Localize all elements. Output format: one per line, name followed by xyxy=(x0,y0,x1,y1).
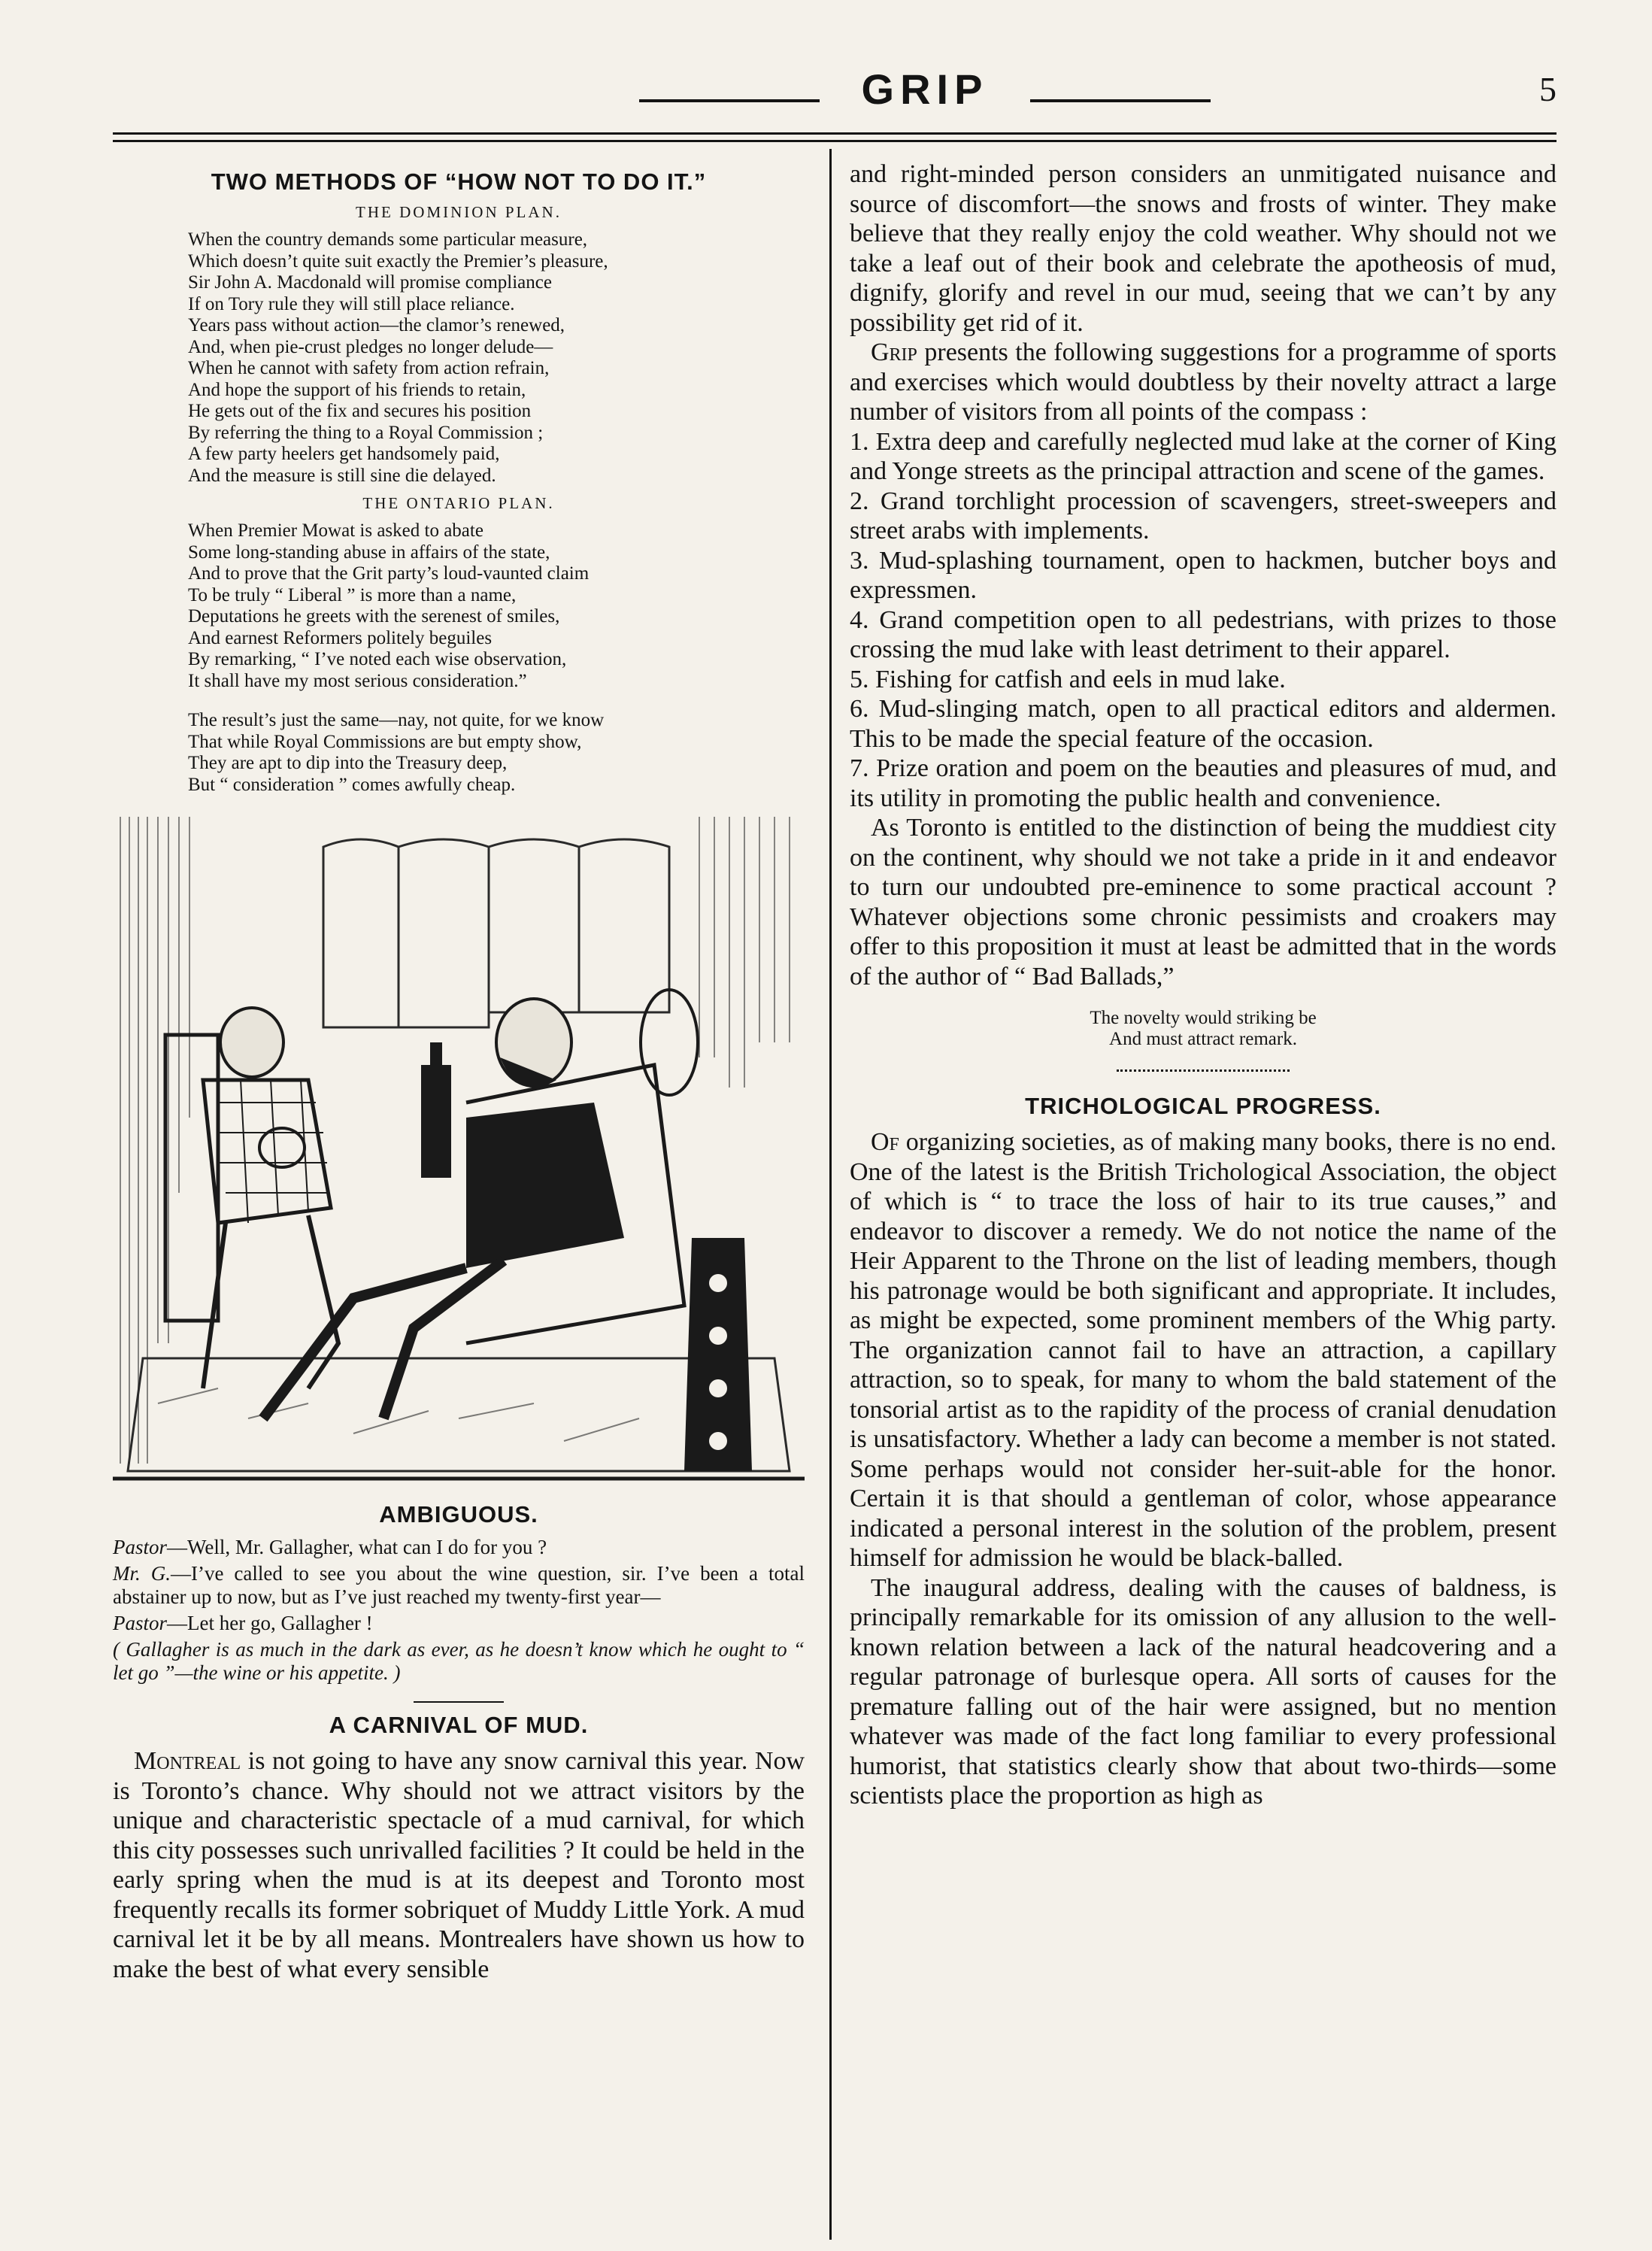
list-item: 3. Mud-splashing tournament, open to hackmen, butcher boys and expressmen. xyxy=(850,546,1557,604)
trichological-paragraph-2: The inaugural address, dealing with the causes of baldness, is principally remarkable for its omission of any allusion to the well-known relation between a lack of the natural headcovering and a regular patronage of burlesque opera. All sorts of causes for the premature falling out of the hair were assigned, but no mention whatever was made of the fact long familiar to every professional humorist, that statistics clearly show that about two-thirds—some scientists place the proportion as high as xyxy=(850,1573,1557,1810)
dialog-note-text: ( Gallagher is as much in the dark as ever, as he doesn’t know which he ought to “ let go ”—the wine or his appetite. ) xyxy=(113,1638,805,1684)
ontario-plan-heading: THE ONTARIO PLAN. xyxy=(362,494,555,512)
verse-line: To be truly “ Liberal ” is more than a name, xyxy=(188,584,517,605)
trichological-lead: Of xyxy=(871,1128,899,1156)
verse-line: Deputations he greets with the serenest of smiles, xyxy=(188,606,560,626)
verse-line: By remarking, “ I’ve noted each wise observation, xyxy=(188,649,567,669)
cartoon-illustration xyxy=(113,817,805,1486)
dialog-text: —I’ve called to see you about the wine question, sir. I’ve been a total abstainer up to now, but as I’ve just reached my twenty-first year— xyxy=(113,1562,805,1608)
verse-line: When he cannot with safety from action refrain, xyxy=(188,358,550,378)
section-separator xyxy=(1117,1069,1290,1072)
ontario-plan-verse xyxy=(188,520,805,692)
list-item: 5. Fishing for catfish and eels in mud lake. xyxy=(850,665,1286,693)
verse-line: And earnest Reformers politely beguiles xyxy=(188,627,493,648)
verse-line: They are apt to dip into the Treasury deep, xyxy=(188,753,508,773)
verse-line: That while Royal Commissions are but empty show, xyxy=(188,731,582,752)
left-column xyxy=(113,159,805,1984)
programme-list xyxy=(850,427,1557,814)
dialog-pastor-2 xyxy=(113,1612,805,1635)
carnival-title: A CARNIVAL OF MUD. xyxy=(329,1712,589,1738)
toronto-paragraph: As Toronto is entitled to the distinction of being the muddiest city on the continent, why should we not take a pride in it and endeavor to turn our undoubted pre-eminence to some practical account ? Whatever objections some chronic pessimists and croakers may offer to this proposition it must at least be admitted that in the words of the author of “ Bad Ballads,” xyxy=(850,814,1557,991)
grip-paragraph xyxy=(850,338,1557,427)
dialog-text: —Let her go, Gallagher ! xyxy=(167,1612,373,1634)
section-rule xyxy=(414,1701,504,1703)
carnival-text: is not going to have any snow carnival this year. Now is Toronto’s chance. Why should not we attract visitors by the unique and characteristic spectacle of a mud carnival, for which this city possesses such unrivalled facilities ? It could be held in the early spring when the mud is at its deepest and Toronto most frequently recalls its former sobriquet of Muddy Little York. A mud carnival let it be by all means. Montrealers have shown us how to make the best of what every sensible xyxy=(113,1747,805,1983)
trichological-title: TRICHOLOGICAL PROGRESS. xyxy=(1025,1093,1381,1119)
verse-line: Years pass without action—the clamor’s renewed, xyxy=(188,315,565,335)
closing-verse xyxy=(188,710,805,796)
list-item: 6. Mud-slinging match, open to all practical editors and aldermen. This to be made the special feature of the occasion. xyxy=(850,695,1557,753)
list-item: 4. Grand competition open to all pedestrians, with prizes to those crossing the mud lake with least detriment to their apparel. xyxy=(850,605,1557,663)
verse-line: If on Tory rule they will still place reliance. xyxy=(188,293,515,314)
right-column xyxy=(850,159,1557,1811)
list-item: 2. Grand torchlight procession of scavengers, street-sweepers and street arabs with implements. xyxy=(850,487,1557,545)
header-rule-top xyxy=(113,132,1557,135)
verse-line: By referring the thing to a Royal Commission ; xyxy=(188,422,544,443)
verse-line: And, when pie-crust pledges no longer delude— xyxy=(188,336,553,357)
masthead-rule-left xyxy=(639,99,820,102)
trichological-paragraph-1: Of organizing societies, as of making many books, there is no end. One of the latest is the British Trichological Association, the object of which is “ to trace the loss of hair to its true causes,” and endeavor to discover a remedy. We do not notice the name of the Heir Apparent to the Throne on the list of leading members, though his patronage would be both significant and appropriate. It includes, as might be expected, some prominent members of the Whig party. The organization cannot fail to have an attraction, a capillary attraction, so to speak, for many to whom the bald statement of the tonsorial artist as to the rapidity of the process of cranial denudation is unsatisfactory. Whether a lady can become a member is not stated. Some perhaps would not consider her-suit-able for the honor. Certain it is that should a gentleman of color, whose appearance indicated a personal interest in the solution of the problem, present himself for admission he would be black-balled. xyxy=(850,1128,1557,1572)
quote-line: The novelty would striking be xyxy=(1090,1008,1317,1028)
dialog-text: —Well, Mr. Gallagher, what can I do for you ? xyxy=(167,1536,547,1558)
speaker-pastor: Pastor xyxy=(113,1612,168,1634)
quote-line: And must attract remark. xyxy=(1109,1029,1297,1049)
verse-line: Which doesn’t quite suit exactly the Premier’s pleasure, xyxy=(188,250,608,272)
masthead xyxy=(113,65,1557,125)
verse-line: And the measure is still sine die delayed. xyxy=(188,465,496,486)
carnival-paragraph xyxy=(113,1746,805,1984)
cartoon-title: AMBIGUOUS. xyxy=(379,1501,538,1527)
verse-line: And hope the support of his friends to retain, xyxy=(188,379,526,400)
speaker-pastor: Pastor xyxy=(113,1536,168,1558)
verse-line: And to prove that the Grit party’s loud-vaunted claim xyxy=(188,563,590,584)
verse-line: Some long-standing abuse in affairs of the state, xyxy=(188,542,550,563)
grip-text: presents the following suggestions for a programme of sports and exercises which would doubtless by their novelty attract a large number of visitors from all points of the compass : xyxy=(850,338,1557,426)
masthead-rule-right xyxy=(1030,99,1211,102)
verse-line: When the country demands some particular measure, xyxy=(188,229,588,250)
column-divider xyxy=(829,149,832,2240)
dialog-mr-g xyxy=(113,1562,805,1609)
carnival-lead: Montreal xyxy=(134,1747,241,1775)
page-number: 5 xyxy=(1539,70,1557,108)
verse-line: It shall have my most serious consideration.” xyxy=(188,670,527,691)
poem-title: TWO METHODS OF “HOW NOT TO DO IT.” xyxy=(211,168,707,195)
masthead-title: GRIP xyxy=(861,65,989,113)
verse-line: But “ consideration ” comes awfully cheap. xyxy=(188,774,516,795)
dialog-note xyxy=(113,1638,805,1685)
verse-line: The result’s just the same—nay, not quite, for we know xyxy=(188,710,605,730)
list-item: 1. Extra deep and carefully neglected mud lake at the corner of King and Yonge streets as the principal attraction and scene of the games. xyxy=(850,427,1557,485)
verse-line: When Premier Mowat is asked to abate xyxy=(188,520,483,541)
bad-ballads-quote xyxy=(850,1008,1557,1050)
dominion-plan-heading: THE DOMINION PLAN. xyxy=(356,203,562,221)
header-rule-bottom xyxy=(113,140,1557,142)
verse-line: A few party heelers get handsomely paid, xyxy=(188,444,500,464)
verse-line: He gets out of the fix and secures his position xyxy=(188,401,532,421)
verse-line: Sir John A. Macdonald will promise compliance xyxy=(188,272,552,293)
speaker-mr-g: Mr. G. xyxy=(113,1562,171,1585)
dialog-pastor-1 xyxy=(113,1536,805,1559)
carnival-continued: and right-minded person considers an unmitigated nuisance and source of discomfort—the snows and frosts of winter. They make believe that they really enjoy the cold weather. Why should not we take a leaf out of their book and celebrate the apotheosis of mud, dignify, glorify and revel in our mud, seeing that we can’t by any possibility get rid of it. xyxy=(850,160,1557,337)
grip-lead: Grip xyxy=(871,338,917,366)
list-item: 7. Prize oration and poem on the beauties and pleasures of mud, and its utility in promoting the public health and convenience. xyxy=(850,754,1557,812)
dominion-plan-verse xyxy=(188,229,805,487)
